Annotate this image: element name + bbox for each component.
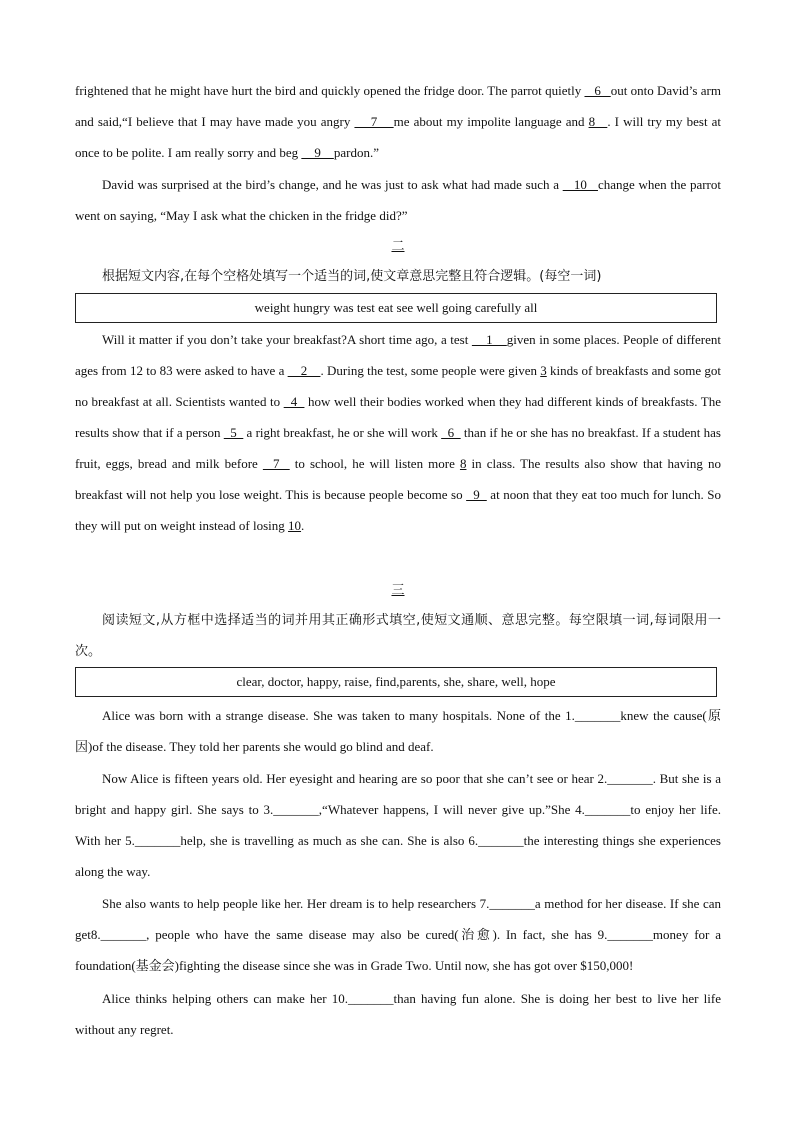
blank-10[interactable]: 10	[562, 177, 598, 192]
blank-9[interactable]: 9	[301, 145, 334, 160]
section-2-word-box: weight hungry was test eat see well going carefully all	[75, 293, 717, 323]
blank-8[interactable]: 8	[459, 456, 467, 471]
text: out onto David’s arm and said,“I believe that I may have made you angry	[75, 83, 721, 129]
text: given in some places. People of different ages from 12 to 83 were asked to have a	[75, 332, 721, 378]
blank-2[interactable]: 2	[287, 363, 321, 378]
story-paragraph-1	[75, 75, 721, 168]
blank-6[interactable]: 6	[584, 83, 611, 98]
blank-6[interactable]: 6	[441, 425, 461, 440]
blank-8[interactable]: 8	[588, 114, 608, 129]
blank-1[interactable]: 1	[471, 332, 507, 347]
text: . During the test, some people were given	[320, 363, 541, 378]
blank-10[interactable]: 10	[288, 518, 302, 533]
section-3-paragraph-1: Alice was born with a strange disease. She was taken to many hospitals. None of the 1._______knew the cause(原因)of the disease. They told her parents she would go blind and deaf.	[75, 708, 721, 754]
story-paragraph-2	[75, 169, 721, 231]
text: to school, he will listen more	[289, 456, 460, 471]
section-2-passage	[75, 324, 721, 541]
text: pardon.”	[333, 145, 379, 160]
text: .	[301, 518, 305, 533]
blank-7[interactable]: 7	[262, 456, 290, 471]
text: Will it matter if you don’t take your breakfast?A short time ago, a test	[102, 332, 472, 347]
text: in class. The results also show that having no breakfast will not help you lose weight. This is because people become so	[75, 456, 722, 502]
section-3-paragraph-3: She also wants to help people like her. Her dream is to help researchers 7._______a method for her disease. If she can get8._______, people who have the same disease may also be cured(治愈). In fact, she has 9._______money for a foundation(基金会)fighting the disease since she was in Grade Two. Until now, she has got over $150,000!	[75, 896, 721, 973]
text: . I will try my best at once to be polite. I am really sorry and beg	[75, 114, 722, 160]
section-3-paragraph-4: Alice thinks helping others can make her 10._______than having fun alone. She is doing her best to live her life without any regret.	[75, 991, 721, 1037]
text: than if he or she has no breakfast. If a student has fruit, eggs, bread and milk before	[75, 425, 721, 471]
blank-4[interactable]: 4	[283, 394, 305, 409]
text: a right breakfast, he or she will work	[243, 425, 442, 440]
blank-9[interactable]: 9	[466, 487, 487, 502]
text: frightened that he might have hurt the bird and quickly opened the fridge door. The parrot quietly	[75, 83, 585, 98]
section-3-instruction: 阅读短文,从方框中选择适当的词并用其正确形式填空,使短文通顺、意思完整。每空限填一词,每词限用一次。	[75, 613, 721, 659]
text: David was surprised at the bird’s change, and he was just to ask what had made such a	[102, 177, 563, 192]
text: how well their bodies worked when they had different kinds of breakfasts. The results show that if a person	[75, 394, 721, 440]
blank-7[interactable]: 7	[354, 114, 394, 129]
section-2-instruction: 根据短文内容,在每个空格处填写一个适当的词,使文章意思完整且符合逻辑。(每空一词)	[102, 269, 602, 284]
section-3-paragraph-2: Now Alice is fifteen years old. Her eyesight and hearing are so poor that she can’t see or hear 2._______. But she is a bright and happy girl. She says to 3._______,“Whatever happens, I will never give up.”She 4._______to enjoy her life. With her 5._______help, she is travelling as much as she can. She is also 6._______the interesting things she experiences along the way.	[75, 771, 721, 879]
text: me about my impolite language and	[393, 114, 589, 129]
section-3-word-box: clear, doctor, happy, raise, find,parents, she, share, well, hope	[75, 667, 717, 697]
text: change when the parrot went on saying, “May I ask what the chicken in the fridge did?”	[75, 177, 721, 223]
text: kinds of breakfasts and some got no breakfast at all. Scientists wanted to	[75, 363, 721, 409]
section-3-heading: 三	[391, 583, 405, 598]
text: at noon that they eat too much for lunch. So they will put on weight instead of losing	[75, 487, 721, 533]
blank-5[interactable]: 5	[223, 425, 244, 440]
section-2-heading: 二	[391, 239, 405, 254]
blank-3[interactable]: 3	[540, 363, 547, 378]
